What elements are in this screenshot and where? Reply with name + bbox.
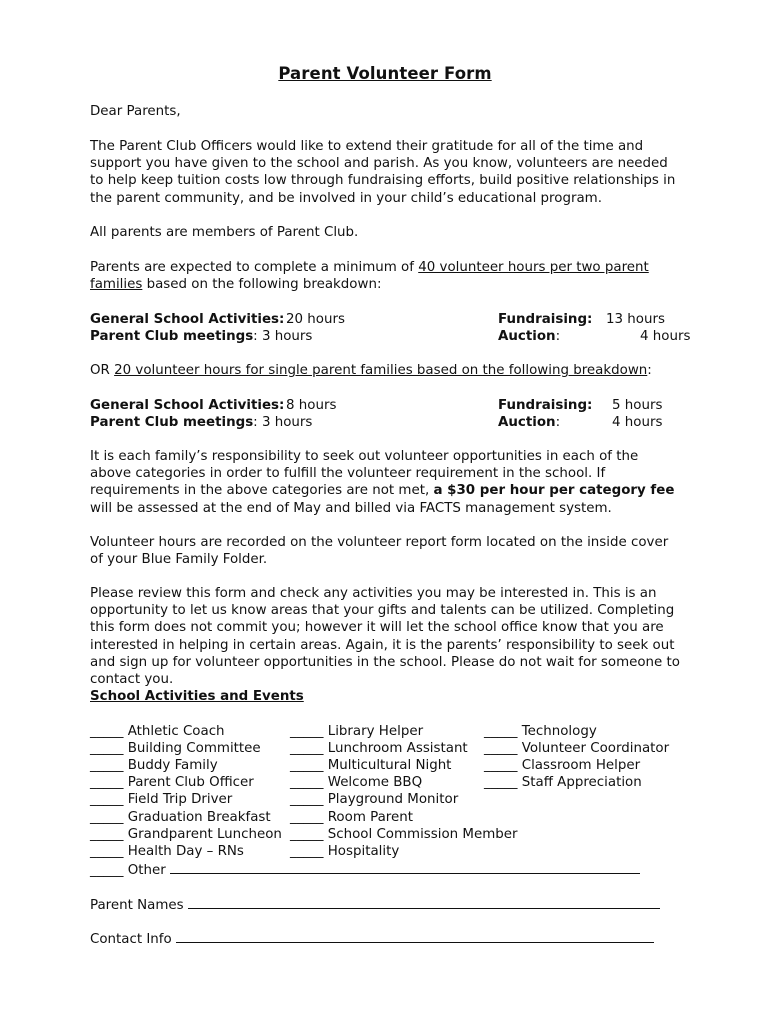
fundraising-label-single: Fundraising:: [498, 398, 593, 413]
activity-item[interactable]: _____ School Commission Member: [290, 826, 518, 842]
activity-item[interactable]: _____ Welcome BBQ: [290, 775, 423, 791]
salutation: Dear Parents,: [90, 104, 181, 119]
activity-item[interactable]: _____ Parent Club Officer: [90, 775, 254, 791]
fee-notice: a $30 per hour per category fee: [433, 483, 675, 499]
activity-item[interactable]: _____ Grandparent Luncheon: [90, 826, 282, 842]
auction-colon: :: [555, 329, 561, 344]
activity-item[interactable]: _____ Room Parent: [290, 809, 413, 825]
activity-item[interactable]: _____ Volunteer Coordinator: [484, 741, 670, 757]
gsa-label-single: General School Activities:: [90, 398, 285, 413]
breakdown-single-row-2: [90, 414, 665, 432]
auction-value-single: 4 hours: [612, 415, 663, 430]
page-title: Parent Volunteer Form: [278, 64, 492, 83]
fundraising-label: Fundraising:: [498, 312, 593, 327]
contact-info-line[interactable]: [90, 929, 654, 948]
auction-label: Auction: [498, 329, 556, 344]
breakdown-two-row-2: [90, 328, 691, 346]
activities-heading: School Activities and Events: [90, 689, 304, 704]
responsibility-pre: It is each family’s responsibility to seek out volunteer opportunities in each of the above categories in order to fulfill the volunteer requirement in the school. If requirements in the above categories are not met,: [90, 449, 639, 499]
activity-item[interactable]: _____ Lunchroom Assistant: [290, 741, 468, 757]
activity-item[interactable]: _____ Health Day – RNs: [90, 843, 244, 859]
pcm-label-single: Parent Club meetings: [90, 415, 254, 430]
expected-paragraph: [90, 259, 680, 293]
responsibility-paragraph: [90, 448, 680, 517]
expected-hours-underlined: 40 volunteer hours per two parent families: [90, 260, 649, 293]
auction-colon-single: :: [555, 415, 561, 430]
activity-item[interactable]: _____ Technology: [484, 724, 597, 739]
gsa-label: General School Activities:: [90, 312, 285, 327]
or-pre: OR: [90, 363, 115, 378]
activity-item[interactable]: _____ Building Committee: [90, 741, 261, 757]
fundraising-value-single: 5 hours: [612, 398, 663, 413]
review-paragraph: Please review this form and check any activities you may be interested in. This is an opportunity to let us know areas that your gifts and talents can be utilized. Completing this form does not commit you; however it will let the school office know that you are interested in helping in certain areas. Again, it is the parents’ responsibility to seek out and sign up for volunteer opportunities in the school. Please do not wait for someone to contact you.: [90, 586, 680, 688]
activity-item[interactable]: _____ Hospitality: [290, 843, 400, 859]
parent-names-field[interactable]: [188, 895, 660, 909]
other-label: _____ Other: [90, 863, 166, 878]
auction-value: 4 hours: [640, 329, 691, 344]
other-line[interactable]: [90, 860, 640, 879]
or-line: [90, 362, 690, 379]
recorded-paragraph: Volunteer hours are recorded on the volunteer report form located on the inside cover of your Blue Family Folder.: [90, 535, 669, 568]
auction-label-single: Auction: [498, 415, 556, 430]
responsibility-post: will be assessed at the end of May and billed via FACTS management system.: [90, 500, 612, 516]
activity-item[interactable]: _____ Athletic Coach: [90, 724, 225, 739]
gsa-value-single: 8 hours: [286, 398, 337, 413]
pcm-value-single: : 3 hours: [253, 415, 313, 430]
activity-item[interactable]: _____ Field Trip Driver: [90, 792, 233, 808]
activity-item[interactable]: _____ Staff Appreciation: [484, 775, 642, 791]
parent-names-line[interactable]: [90, 895, 660, 914]
or-post: :: [647, 363, 652, 378]
members-paragraph: All parents are members of Parent Club.: [90, 225, 359, 240]
expected-post: based on the following breakdown:: [142, 277, 382, 293]
intro-paragraph: The Parent Club Officers would like to extend their gratitude for all of the time and support you have given to the school and parish. As you know, volunteers are needed to help keep tuition costs low through fundraising efforts, build positive relationships in the parent community, and be involved in your child’s educational program.: [90, 139, 676, 206]
or-underlined: 20 volunteer hours for single parent families based on the following breakdown: [114, 363, 648, 378]
contact-info-field[interactable]: [176, 929, 654, 943]
parent-names-label: Parent Names: [90, 898, 184, 913]
activity-item[interactable]: _____ Library Helper: [290, 724, 424, 739]
gsa-value: 20 hours: [286, 312, 345, 327]
pcm-value: : 3 hours: [253, 329, 313, 344]
activity-item[interactable]: _____ Multicultural Night: [290, 758, 452, 774]
contact-info-label: Contact Info: [90, 932, 172, 947]
fundraising-value: 13 hours: [606, 312, 665, 327]
breakdown-two-row-1: [90, 311, 665, 329]
activity-item[interactable]: _____ Playground Monitor: [290, 792, 459, 808]
breakdown-single-row-1: [90, 397, 665, 415]
pcm-label: Parent Club meetings: [90, 329, 254, 344]
activity-item[interactable]: _____ Classroom Helper: [484, 758, 641, 774]
other-field[interactable]: [170, 860, 640, 874]
activity-item[interactable]: _____ Graduation Breakfast: [90, 809, 271, 825]
expected-pre: Parents are expected to complete a minimum of: [90, 260, 419, 275]
activity-item[interactable]: _____ Buddy Family: [90, 758, 218, 774]
